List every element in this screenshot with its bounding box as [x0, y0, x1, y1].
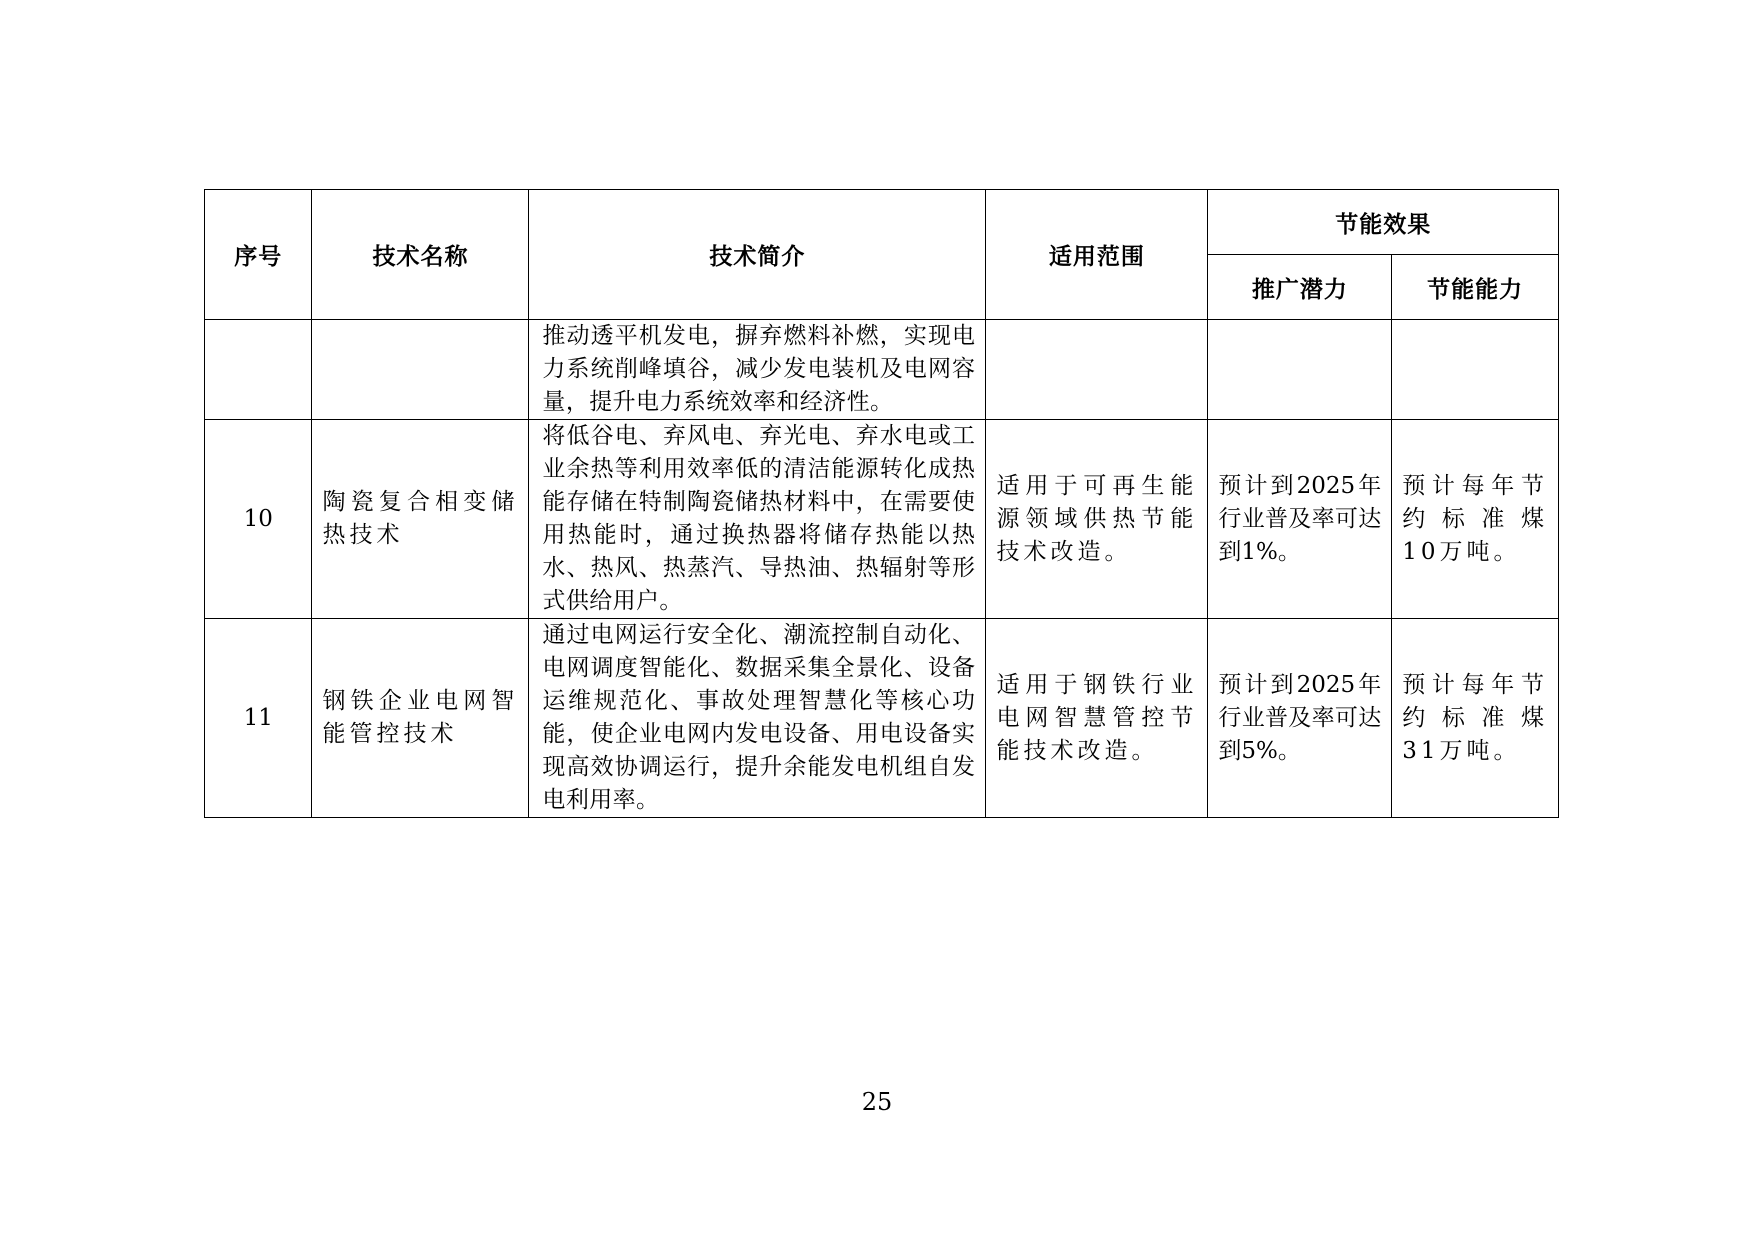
row-intro: 将低谷电、弃风电、弃光电、弃水电或工业余热等利用效率低的清洁能源转化成热能存储在特制陶瓷储热材料中，在需要使用热能时，通过换热器将储存热能以热水、热风、热蒸汽、导热油、热辐射等形式供给用户。 [529, 420, 986, 619]
row-intro: 通过电网运行安全化、潮流控制自动化、电网调度智能化、数据采集全景化、设备运维规范化、事故处理智慧化等核心功能，使企业电网内发电设备、用电设备实现高效协调运行，提升余能发电机组自发电利用率。 [529, 619, 986, 818]
header-seq: 序号 [205, 190, 312, 320]
header-capacity: 节能能力 [1392, 255, 1559, 320]
row-intro: 推动透平机发电，摒弃燃料补燃，实现电力系统削峰填谷，减少发电装机及电网容量，提升电力系统效率和经济性。 [529, 320, 986, 420]
page-number: 25 [861, 1088, 893, 1116]
row-potential: 预计到2025年行业普及率可达到5%。 [1208, 619, 1392, 818]
row-scope [986, 320, 1208, 420]
row-capacity [1392, 320, 1559, 420]
header-intro: 技术简介 [529, 190, 986, 320]
header-effect: 节能效果 [1208, 190, 1559, 255]
header-scope: 适用范围 [986, 190, 1208, 320]
row-seq: 11 [205, 619, 312, 818]
table-row [205, 320, 1559, 420]
row-capacity: 预计每年节约标准煤 10万吨。 [1392, 420, 1559, 619]
row-name: 陶瓷复合相变储热技术 [312, 420, 529, 619]
row-seq [205, 320, 312, 420]
row-potential: 预计到2025年行业普及率可达到1%。 [1208, 420, 1392, 619]
table-header-row [205, 190, 1559, 255]
row-name: 钢铁企业电网智能管控技术 [312, 619, 529, 818]
row-capacity: 预计每年节约标准煤 31万吨。 [1392, 619, 1559, 818]
header-potential: 推广潜力 [1208, 255, 1392, 320]
row-scope: 适用于钢铁行业电网智慧管控节能技术改造。 [986, 619, 1208, 818]
row-seq: 10 [205, 420, 312, 619]
table-row [205, 619, 1559, 818]
table-row [205, 420, 1559, 619]
header-name: 技术名称 [312, 190, 529, 320]
row-scope: 适用于可再生能源领域供热节能技术改造。 [986, 420, 1208, 619]
technology-table [204, 189, 1559, 818]
row-potential [1208, 320, 1392, 420]
row-name [312, 320, 529, 420]
